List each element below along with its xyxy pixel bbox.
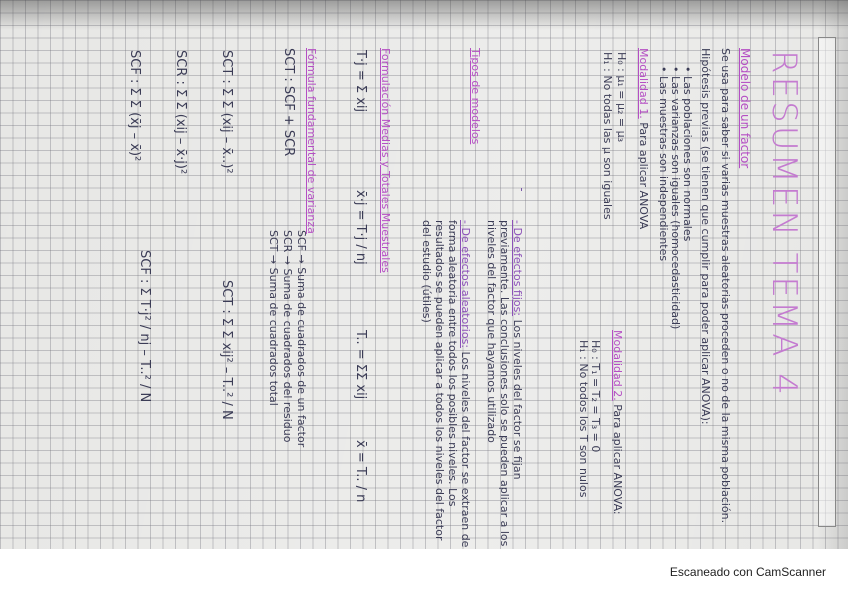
- page-edge: [818, 37, 836, 527]
- random-text: Los niveles del factor se extraen de forma aleatoria entre todos los posibles niveles. Los resultados se pueden aplicar a todos los niveles del factor del estudio (útiles): [420, 220, 472, 548]
- model2-line: [611, 330, 624, 515]
- scr-definition: SCR → Suma de cuadrados del residuo: [281, 230, 294, 443]
- model2-h0: H₀ : T₁ = T₂ = T₃ = 0: [589, 340, 602, 453]
- scanner-watermark: Escaneado con CamScanner: [669, 565, 826, 579]
- model2-text: Para aplicar ANOVA:: [611, 404, 624, 515]
- fixed-text: Los niveles del factor se fijan previamente. Las conclusiones solo se pueden aplicar a los niveles del factor que hayamos utilizado: [485, 220, 524, 547]
- model2-h1: H₁ : No todos los T son nulos: [577, 340, 590, 498]
- intro-text: Se usa para saber si varias muestras aleatorias proceden o no de la misma población.: [719, 48, 732, 524]
- model1-h1: H₁ : No todas las μ son iguales: [601, 52, 614, 220]
- types-heading: Tipos de modelos: [469, 48, 482, 145]
- fixed-effects: [485, 220, 524, 549]
- sct-alt-formula: SCT : Σ Σ xij² – T..² / N: [219, 280, 234, 420]
- model1-h0: H₀ : μ₁ = μ₂ = μ₃: [615, 52, 628, 143]
- notes-rotated-content: [40, 40, 804, 548]
- formula-total: T.. = ΣΣ xij: [353, 330, 368, 400]
- means-heading: Formulación Medias y Totales Muestrales: [379, 48, 392, 273]
- fundamental-heading: Fórmula fundamental de varianza: [305, 48, 318, 234]
- hypotheses-heading: Hipótesis previas (se tienen que cumplir para poder aplicar ANOVA):: [699, 48, 712, 425]
- hypothesis-item: • Las poblaciones son normales: [681, 66, 694, 241]
- hypothesis-item: • Las varianzas son iguales (homocedasticidad): [669, 66, 682, 329]
- hypothesis-item: • Las muestras son independientes: [657, 66, 670, 261]
- sct-definition: SCT → Suma de cuadrados total: [267, 230, 280, 406]
- scf-alt-formula: SCF : Σ T·j² / nj – T..² / N: [137, 250, 152, 403]
- intro-heading: Modelo de un factor: [738, 48, 752, 169]
- model1-label: Modalidad 1.: [637, 48, 650, 119]
- scr-formula: SCR : Σ Σ (xij – x̄·j)²: [173, 50, 188, 175]
- fixed-label: - De efectos fijos:: [511, 220, 524, 317]
- random-label: - De efectos aleatorios:: [459, 220, 472, 349]
- formula-mean: x̄ = T.. / n: [353, 440, 368, 503]
- notes-title: RESUMEN TEMA 4: [764, 50, 804, 398]
- formula-tj: T·j = Σ xij: [353, 50, 368, 113]
- scf-formula: SCF : Σ Σ (x̄j – x̄)²: [127, 50, 142, 162]
- types-brace: [521, 188, 522, 191]
- model1-text: Para aplicar ANOVA: [637, 122, 650, 230]
- model1-line: [637, 48, 650, 229]
- random-effects: [420, 220, 472, 549]
- formula-xj: x̄·j = T·j / nj: [353, 190, 368, 265]
- sct-formula: SCT : Σ Σ (xij – x̄..)²: [219, 50, 234, 174]
- model2-label: Modalidad 2.: [611, 330, 624, 401]
- scf-definition: SCF → Suma de cuadrados de un factor: [295, 230, 308, 448]
- fundamental-equation: SCT : SCF + SCR: [281, 48, 296, 157]
